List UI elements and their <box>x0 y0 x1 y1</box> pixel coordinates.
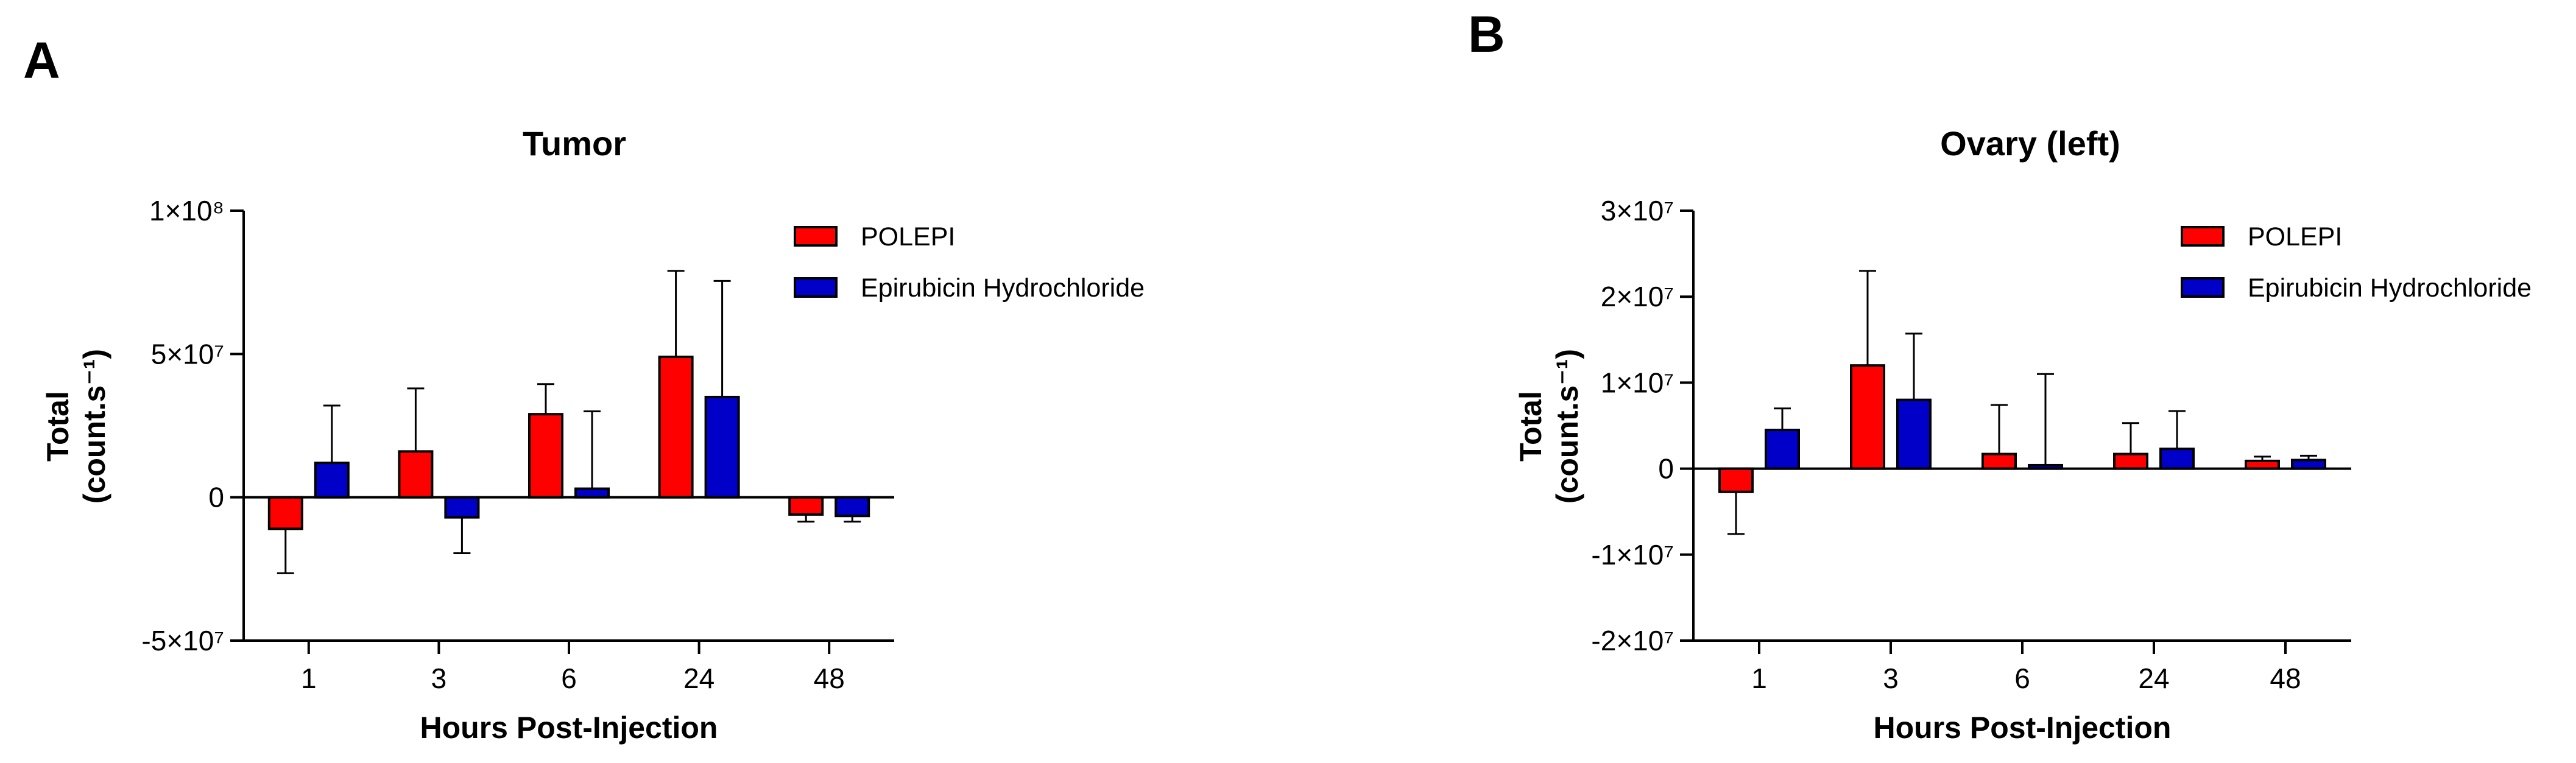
x-axis-title: Hours Post-Injection <box>420 711 718 745</box>
y-tick-label: 0 <box>1658 452 1674 485</box>
y-axis-title-unit: (count.s⁻¹) <box>1550 348 1584 504</box>
y-axis-title: Total <box>1514 391 1548 462</box>
legend <box>2182 222 2532 303</box>
legend-label-polepi: POLEPI <box>861 222 956 251</box>
panel-letter: A <box>23 32 60 89</box>
y-tick-label: -1×10⁷ <box>1591 538 1674 571</box>
x-tick-label: 6 <box>561 663 577 694</box>
bar-polepi <box>529 414 562 497</box>
legend-swatch-polepi <box>795 227 836 245</box>
y-tick-label: 5×10⁷ <box>150 338 224 370</box>
x-tick-label: 1 <box>301 663 317 694</box>
chart-tumor <box>23 32 1145 745</box>
bar-epirubicin <box>706 397 739 498</box>
y-axis-title-unit: (count.s⁻¹) <box>77 348 111 504</box>
legend-label-epirubicin: Epirubicin Hydrochloride <box>2248 273 2532 303</box>
bar-polepi <box>1720 469 1752 492</box>
y-tick-label: 1×10⁸ <box>149 195 224 227</box>
y-tick-label: 0 <box>208 481 224 513</box>
legend-label-epirubicin: Epirubicin Hydrochloride <box>861 273 1145 303</box>
chart-ovary-left <box>1468 5 2532 745</box>
x-axis-title: Hours Post-Injection <box>1873 711 2172 745</box>
legend-label-polepi: POLEPI <box>2248 222 2343 251</box>
bar-polepi <box>1983 454 2016 469</box>
bar-polepi <box>1851 365 1884 468</box>
bar-epirubicin <box>1766 430 1799 469</box>
legend-swatch-polepi <box>2182 227 2223 245</box>
x-tick-label: 3 <box>1883 663 1899 694</box>
bar-epirubicin <box>576 489 609 498</box>
legend <box>795 222 1145 303</box>
bar-epirubicin <box>1897 400 1930 469</box>
y-axis-title: Total <box>41 391 75 462</box>
bar-polepi <box>789 498 822 515</box>
bar-epirubicin <box>2292 460 2325 468</box>
y-tick-label: 3×10⁷ <box>1600 195 1674 227</box>
chart-title: Tumor <box>522 124 627 163</box>
legend-swatch-epirubicin <box>795 278 836 297</box>
bar-epirubicin <box>836 498 869 516</box>
bar-epirubicin <box>316 463 348 497</box>
x-tick-label: 48 <box>2270 663 2301 694</box>
y-tick-label: -5×10⁷ <box>141 625 224 656</box>
y-tick-label: 1×10⁷ <box>1600 367 1674 399</box>
bar-epirubicin <box>2161 449 2193 468</box>
bar-polepi <box>399 451 432 497</box>
panel-letter: B <box>1468 5 1505 63</box>
x-tick-label: 6 <box>2014 663 2030 694</box>
bar-polepi <box>269 498 302 529</box>
y-tick-label: 2×10⁷ <box>1600 281 1674 313</box>
x-tick-label: 48 <box>813 663 845 694</box>
x-tick-label: 24 <box>2138 663 2170 694</box>
chart-title: Ovary (left) <box>1940 124 2120 163</box>
y-tick-label: -2×10⁷ <box>1591 625 1674 656</box>
bar-polepi <box>2114 454 2147 469</box>
x-tick-label: 1 <box>1751 663 1767 694</box>
x-tick-label: 24 <box>683 663 715 694</box>
legend-swatch-epirubicin <box>2182 278 2223 297</box>
bar-epirubicin <box>445 498 478 518</box>
bar-polepi <box>660 357 693 498</box>
x-tick-label: 3 <box>431 663 447 694</box>
